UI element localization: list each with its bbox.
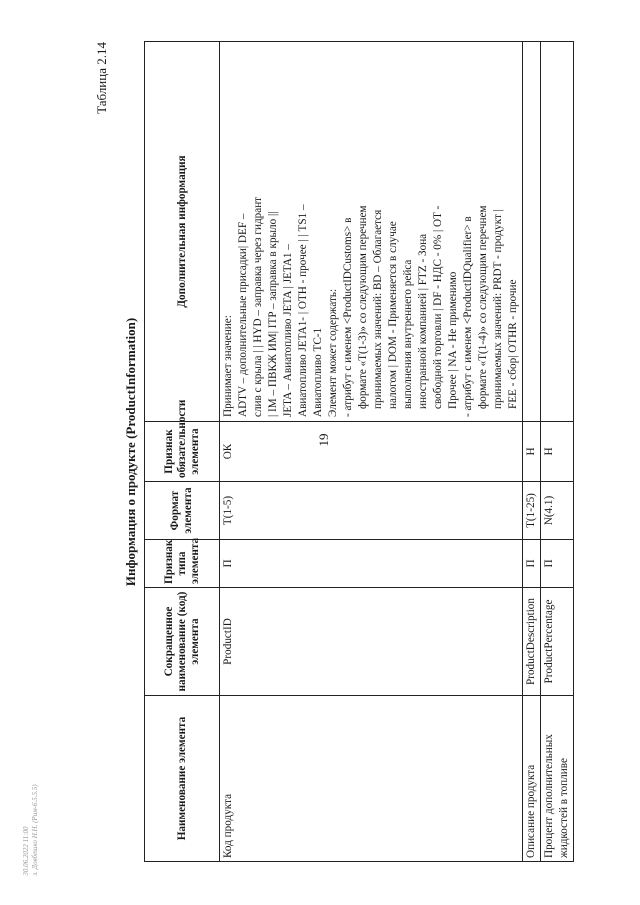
column-header-name: Наименование элемента [145, 696, 220, 862]
cell-type: П [220, 540, 523, 588]
info-line: выполнения внутреннего рейса [402, 259, 414, 409]
cell-name: Процент дополнительных жидкостей в топливе [541, 696, 574, 862]
info-line: ADTV – дополнительные присадки| DEF – [237, 213, 249, 417]
info-line: формате «T(1-4)» со следующим перечнем [477, 205, 489, 409]
info-line: Прочее | NA - Не применимо [447, 271, 459, 409]
info-line: формате «T(1-3)» со следующим перечнем [357, 205, 369, 409]
cell-code: ProductDescription [523, 588, 541, 696]
info-line: JETA – Авиатопливо JETA | JETA1 – [282, 244, 294, 417]
info-line: свободной торговли | DF - НДС - 0% | OT - [432, 205, 444, 409]
document-stamp [22, 784, 40, 875]
rotated-table-block [92, 42, 570, 862]
cell-format: N(4.1) [541, 482, 574, 540]
cell-type: П [541, 540, 574, 588]
cell-info [523, 42, 541, 422]
table-row [220, 42, 523, 862]
column-header-code: Сокращенное наименование (код) элемента [145, 588, 220, 696]
cell-name: Код продукта [220, 696, 523, 862]
cell-required: Н [541, 422, 574, 482]
column-header-type: Признак типа элемента [145, 540, 220, 588]
cell-name: Описание продукта [523, 696, 541, 862]
table-row [523, 42, 541, 862]
cell-format: T(1-25) [523, 482, 541, 540]
cell-format: T(1-5) [220, 482, 523, 540]
table-row [541, 42, 574, 862]
info-line: принимаемых значений: BD – Облагается [372, 209, 384, 409]
info-line: - атрибут с именем <ProductIDCustoms> в [342, 217, 354, 417]
page-number: 19 [316, 433, 331, 447]
cell-info [220, 42, 523, 422]
cell-type: П [523, 540, 541, 588]
cell-info [541, 42, 574, 422]
table-label: Таблица 2.14 [94, 42, 109, 114]
info-line: принимаемых значений: PRDT - продукт | [492, 209, 504, 409]
product-info-table [144, 41, 574, 862]
cell-required: ОК [220, 422, 523, 482]
cell-code: ProductID [220, 588, 523, 696]
info-line: Элемент может содержать: [327, 288, 339, 417]
caption-row [92, 42, 118, 862]
cell-code: ProductPercentage [541, 588, 574, 696]
info-line: FEE - сбор| OTHR - прочие [507, 279, 519, 409]
info-line: | IM – ПВКЖ ИМ| ITP – заправка в крыло || [267, 211, 279, 417]
info-line: Авиатопливо JETA1- | OTH - прочее | | TS1 – [297, 204, 309, 417]
info-line: Принимает значение: [222, 315, 234, 417]
stamp-line: з. Довбешко Н.Н. (Рим-6.5.5.5) [31, 784, 39, 876]
cell-required: Н [523, 422, 541, 482]
info-line: - атрибут с именем <ProductIDQualifier> в [462, 216, 474, 417]
info-line: Авиатопливо ТС-1 [312, 327, 324, 417]
stamp-line: 30.06.2022 11:00 [22, 826, 30, 876]
info-line: слив с крыла | | HYD – заправка через гидрант [252, 196, 264, 417]
table-title: Информация о продукте (ProductInformation) [123, 317, 138, 587]
column-header-required: Признак обязательности элемента [145, 422, 220, 482]
info-line: иностранной компанией | FTZ - Зона [417, 233, 429, 409]
table-header-row [145, 42, 220, 862]
column-header-format: Формат элемента [145, 482, 220, 540]
info-line: налогом | DOM - Применяется в случае [387, 221, 399, 409]
column-header-info: Дополнительная информация [145, 42, 220, 422]
